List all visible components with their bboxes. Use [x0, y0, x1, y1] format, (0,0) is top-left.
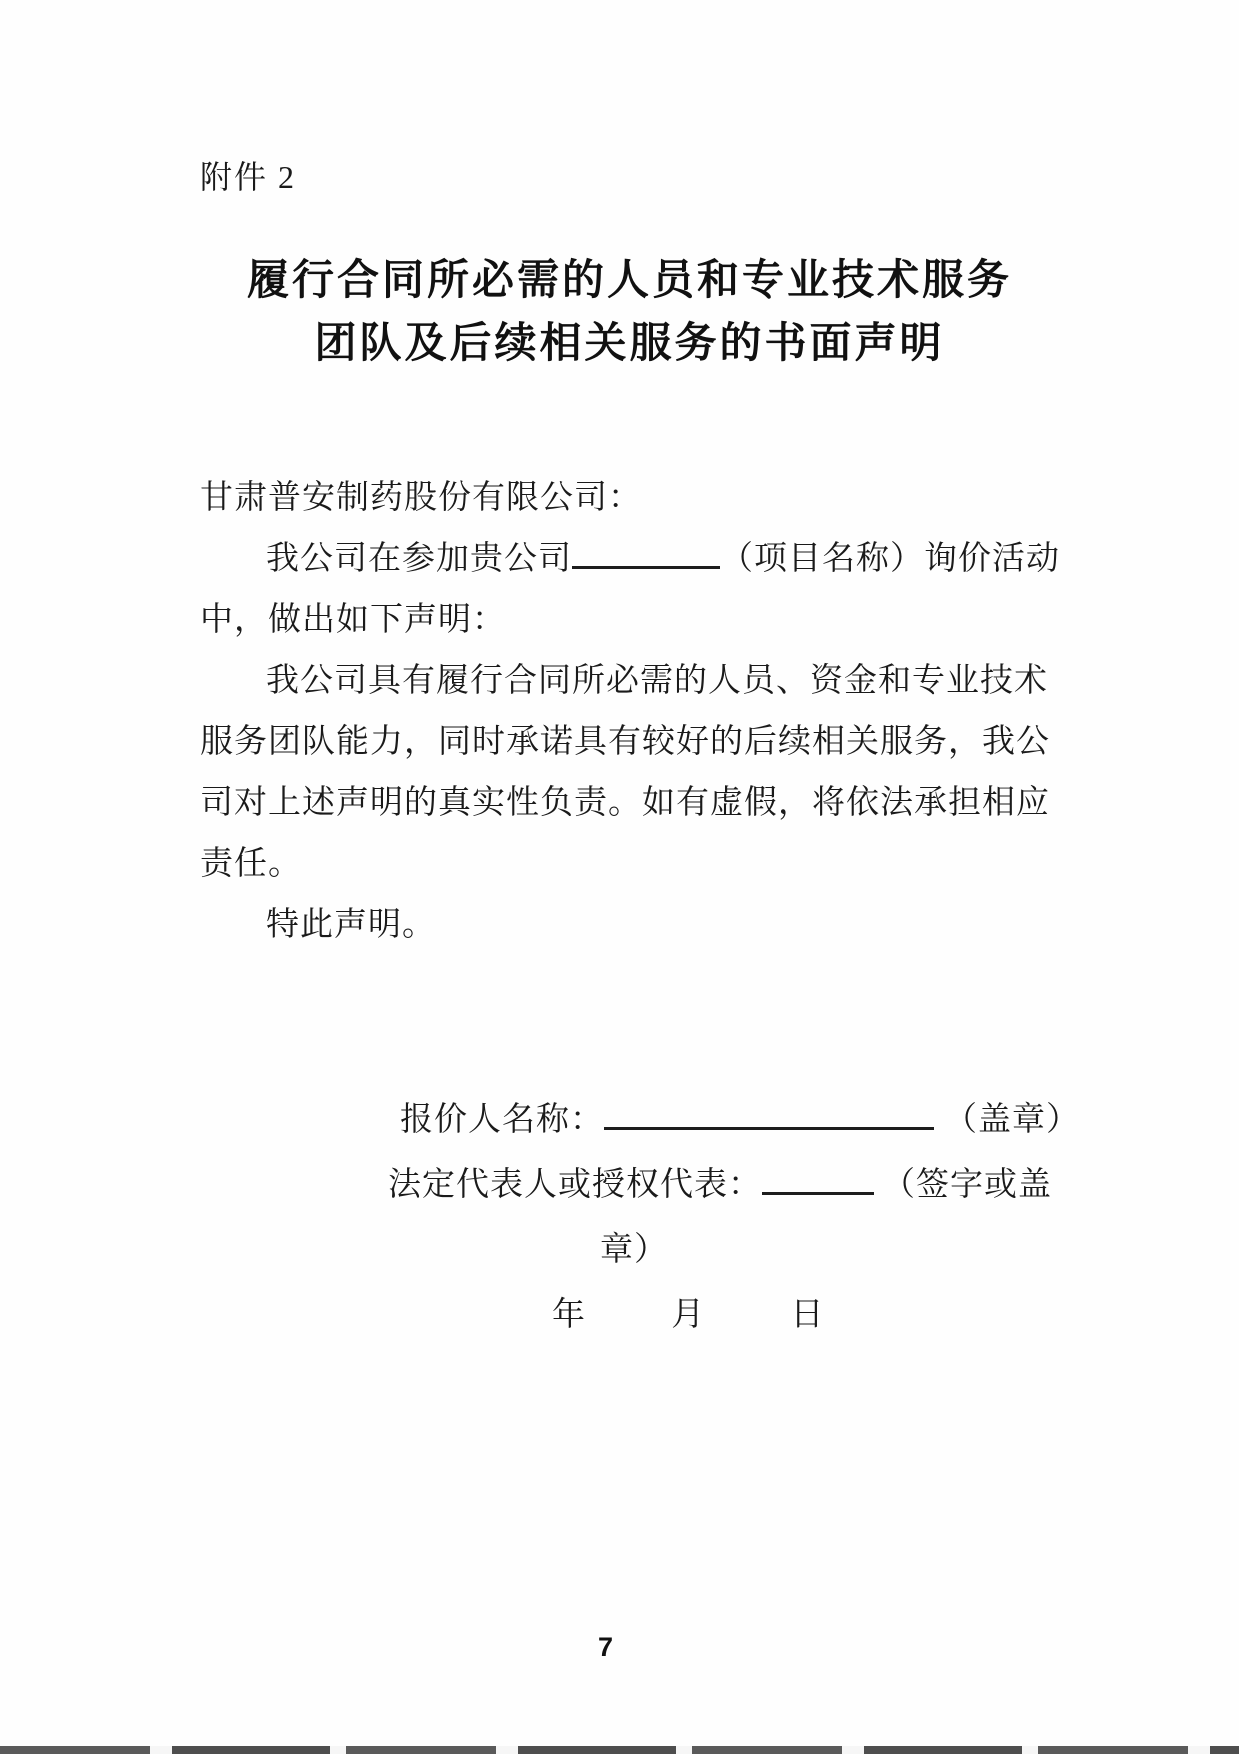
- bidder-seal-suffix: （盖章）: [944, 1102, 1080, 1138]
- project-name-blank-field: [572, 564, 720, 569]
- representative-label: 法定代表人或授权代表：: [388, 1167, 762, 1203]
- paragraph1-line2: 中，做出如下声明：: [200, 602, 506, 638]
- bidder-name-line: [400, 1088, 1080, 1153]
- page-number: 7: [598, 1632, 614, 1662]
- date-line: [552, 1283, 1059, 1348]
- closing-statement: 特此声明。: [266, 907, 436, 943]
- scan-edge-artifact: [0, 1746, 1239, 1754]
- representative-line: [388, 1153, 1059, 1218]
- document-title-line1: 履行合同所必需的人员和专业技术服务: [246, 258, 1012, 304]
- document-body: [200, 468, 1059, 956]
- signature-block: [200, 1088, 1080, 1348]
- bidder-name-label: 报价人名称：: [400, 1102, 604, 1138]
- date-month-label: 月: [671, 1297, 706, 1333]
- paragraph1-before-blank: 我公司在参加贵公司: [266, 541, 572, 577]
- representative-blank-field: [762, 1190, 874, 1195]
- paragraph1-line1: [200, 529, 1059, 590]
- paragraph2-line4: 责任。: [200, 846, 302, 882]
- paragraph2-line2: 服务团队能力，同时承诺具有较好的后续相关服务，我公: [200, 724, 1050, 760]
- representative-suffix-wrap: 章）: [600, 1232, 668, 1268]
- date-day-label: 日: [790, 1297, 825, 1333]
- representative-suffix-part1: （签字或盖: [882, 1167, 1052, 1203]
- paragraph2-line3: 司对上述声明的真实性负责。如有虚假，将依法承担相应: [200, 785, 1050, 821]
- salutation: 甘肃普安制药股份有限公司：: [200, 480, 642, 516]
- date-year-label: 年: [552, 1297, 586, 1333]
- attachment-label: 附件 2: [200, 159, 297, 195]
- bidder-name-blank-field: [604, 1125, 934, 1130]
- document-title-line2: 团队及后续相关服务的书面声明: [314, 321, 945, 367]
- document-title: [200, 250, 1059, 376]
- paragraph1-after-blank: （项目名称）询价活动: [720, 541, 1060, 577]
- paragraph2-line1: 我公司具有履行合同所必需的人员、资金和专业技术: [266, 663, 1048, 699]
